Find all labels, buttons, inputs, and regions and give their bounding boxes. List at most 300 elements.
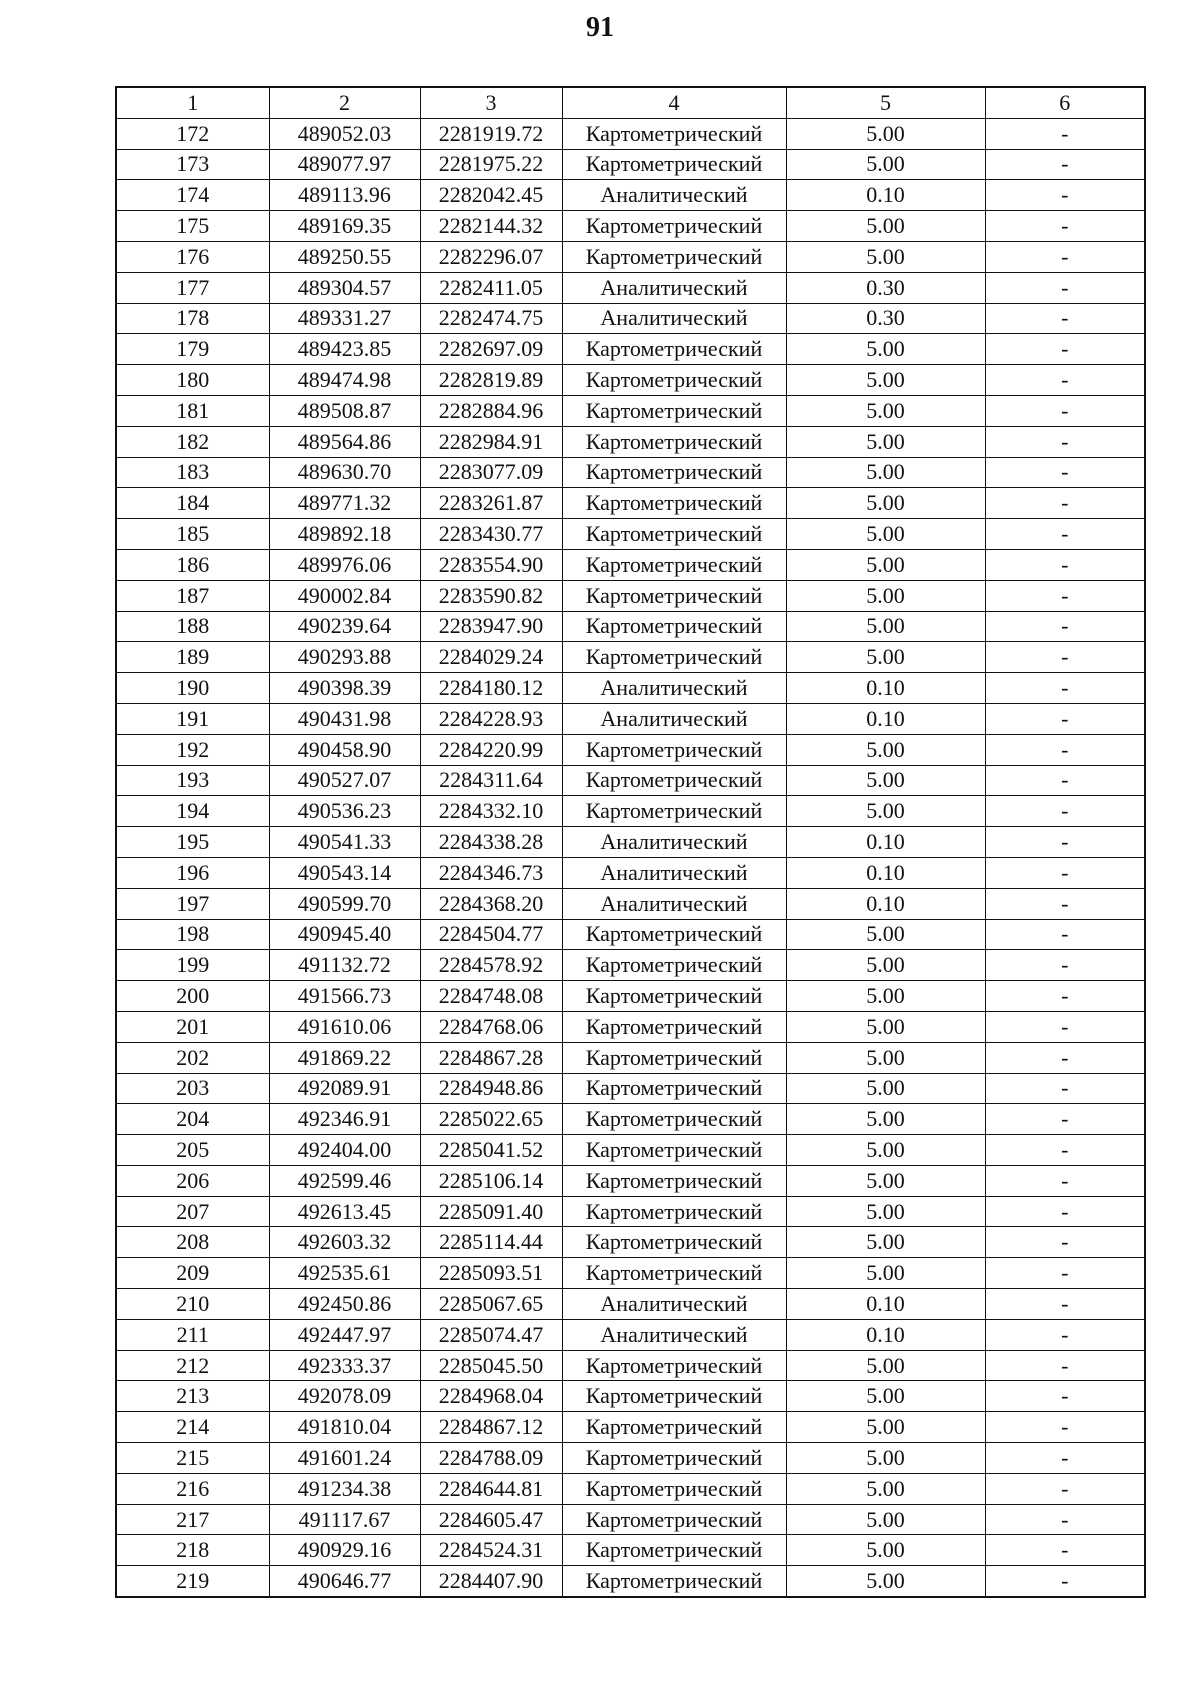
table-row	[116, 1135, 1145, 1166]
column-header: 1	[116, 87, 269, 118]
table-cell: Картометрический	[562, 1227, 786, 1258]
table-row	[116, 703, 1145, 734]
table-cell: 490543.14	[269, 857, 420, 888]
table-row	[116, 1196, 1145, 1227]
table-cell: 2285091.40	[420, 1196, 562, 1227]
table-row	[116, 981, 1145, 1012]
table-cell: 2284867.28	[420, 1042, 562, 1073]
table-cell: -	[985, 673, 1145, 704]
table-cell: 5.00	[786, 488, 985, 519]
table-cell: 206	[116, 1165, 269, 1196]
table-cell: 175	[116, 211, 269, 242]
table-row	[116, 211, 1145, 242]
table-cell: -	[985, 1227, 1145, 1258]
table-cell: Картометрический	[562, 241, 786, 272]
table-cell: 207	[116, 1196, 269, 1227]
table-cell: 2284605.47	[420, 1504, 562, 1535]
table-cell: 2285022.65	[420, 1104, 562, 1135]
table-cell: Картометрический	[562, 488, 786, 519]
table-cell: 5.00	[786, 765, 985, 796]
table-row	[116, 796, 1145, 827]
table-header-row	[116, 87, 1145, 118]
table-cell: 5.00	[786, 426, 985, 457]
table-cell: 490398.39	[269, 673, 420, 704]
table-cell: 2284228.93	[420, 703, 562, 734]
table-row	[116, 519, 1145, 550]
table-cell: 184	[116, 488, 269, 519]
table-cell: 492447.97	[269, 1319, 420, 1350]
table-cell: -	[985, 1504, 1145, 1535]
table-cell: 2282697.09	[420, 334, 562, 365]
table-cell: -	[985, 703, 1145, 734]
table-cell: 5.00	[786, 1258, 985, 1289]
table-row	[116, 1042, 1145, 1073]
table-cell: 202	[116, 1042, 269, 1073]
table-cell: 177	[116, 272, 269, 303]
table-cell: 2282984.91	[420, 426, 562, 457]
table-cell: 2284029.24	[420, 642, 562, 673]
table-cell: 489423.85	[269, 334, 420, 365]
table-cell: 489976.06	[269, 549, 420, 580]
table-row	[116, 1319, 1145, 1350]
table-cell: 5.00	[786, 457, 985, 488]
table-row	[116, 118, 1145, 149]
table-cell: 491234.38	[269, 1473, 420, 1504]
table-cell: 215	[116, 1443, 269, 1474]
column-header: 5	[786, 87, 985, 118]
table-cell: 2283077.09	[420, 457, 562, 488]
table-row	[116, 303, 1145, 334]
table-body	[116, 118, 1145, 1597]
table-cell: 5.00	[786, 1350, 985, 1381]
table-cell: 2285093.51	[420, 1258, 562, 1289]
table-cell: 190	[116, 673, 269, 704]
table-cell: Картометрический	[562, 334, 786, 365]
table-cell: -	[985, 827, 1145, 858]
table-row	[116, 241, 1145, 272]
table-row	[116, 1104, 1145, 1135]
table-row	[116, 734, 1145, 765]
table-row	[116, 1473, 1145, 1504]
table-row	[116, 395, 1145, 426]
table-cell: Картометрический	[562, 549, 786, 580]
table-cell: -	[985, 950, 1145, 981]
table-cell: 5.00	[786, 1227, 985, 1258]
table-cell: -	[985, 765, 1145, 796]
table-cell: 2281975.22	[420, 149, 562, 180]
table-cell: 492346.91	[269, 1104, 420, 1135]
table-cell: 2284368.20	[420, 888, 562, 919]
table-cell: 2283590.82	[420, 580, 562, 611]
table-row	[116, 426, 1145, 457]
table-cell: 2283430.77	[420, 519, 562, 550]
table-cell: -	[985, 981, 1145, 1012]
table-cell: 5.00	[786, 549, 985, 580]
table-cell: Картометрический	[562, 765, 786, 796]
table-cell: 2285074.47	[420, 1319, 562, 1350]
table-cell: 5.00	[786, 1412, 985, 1443]
table-cell: 0.10	[786, 857, 985, 888]
table-row	[116, 1566, 1145, 1597]
table-cell: 201	[116, 1011, 269, 1042]
table-cell: 2284768.06	[420, 1011, 562, 1042]
table-cell: Картометрический	[562, 580, 786, 611]
table-cell: 492450.86	[269, 1289, 420, 1320]
table-cell: Картометрический	[562, 1443, 786, 1474]
table-cell: 2283554.90	[420, 549, 562, 580]
table-cell: 2284346.73	[420, 857, 562, 888]
table-row	[116, 1504, 1145, 1535]
table-cell: -	[985, 149, 1145, 180]
table-cell: 489304.57	[269, 272, 420, 303]
table-row	[116, 1227, 1145, 1258]
table-cell: 491810.04	[269, 1412, 420, 1443]
table-cell: 0.30	[786, 303, 985, 334]
table-cell: Картометрический	[562, 642, 786, 673]
table-cell: 2284220.99	[420, 734, 562, 765]
table-cell: Аналитический	[562, 673, 786, 704]
table-cell: 5.00	[786, 642, 985, 673]
table-row	[116, 580, 1145, 611]
table-cell: Картометрический	[562, 1196, 786, 1227]
table-cell: -	[985, 395, 1145, 426]
table-cell: Аналитический	[562, 1289, 786, 1320]
table-cell: 490458.90	[269, 734, 420, 765]
table-cell: 2284338.28	[420, 827, 562, 858]
table-row	[116, 334, 1145, 365]
table-row	[116, 1165, 1145, 1196]
table-cell: 0.10	[786, 827, 985, 858]
table-cell: Картометрический	[562, 981, 786, 1012]
table-cell: Картометрический	[562, 118, 786, 149]
table-cell: Картометрический	[562, 1011, 786, 1042]
table-cell: Аналитический	[562, 180, 786, 211]
table-cell: -	[985, 1350, 1145, 1381]
table-row	[116, 1350, 1145, 1381]
table-cell: Картометрический	[562, 1566, 786, 1597]
table-cell: Аналитический	[562, 272, 786, 303]
table-cell: 0.10	[786, 180, 985, 211]
table-cell: 489508.87	[269, 395, 420, 426]
table-cell: 492603.32	[269, 1227, 420, 1258]
table-cell: 196	[116, 857, 269, 888]
table-cell: -	[985, 1289, 1145, 1320]
table-row	[116, 888, 1145, 919]
table-cell: -	[985, 303, 1145, 334]
table-row	[116, 457, 1145, 488]
table-cell: -	[985, 734, 1145, 765]
table-cell: 2282296.07	[420, 241, 562, 272]
table-row	[116, 611, 1145, 642]
table-cell: 179	[116, 334, 269, 365]
table-cell: -	[985, 857, 1145, 888]
table-cell: 5.00	[786, 580, 985, 611]
table-cell: -	[985, 211, 1145, 242]
table-cell: 489630.70	[269, 457, 420, 488]
table-cell: 2282411.05	[420, 272, 562, 303]
table-cell: -	[985, 118, 1145, 149]
table-cell: 492535.61	[269, 1258, 420, 1289]
table-cell: 491601.24	[269, 1443, 420, 1474]
table-cell: 2284407.90	[420, 1566, 562, 1597]
table-cell: 191	[116, 703, 269, 734]
table-cell: 5.00	[786, 796, 985, 827]
table-cell: 490646.77	[269, 1566, 420, 1597]
table-cell: 490536.23	[269, 796, 420, 827]
table-row	[116, 765, 1145, 796]
table-cell: 489771.32	[269, 488, 420, 519]
table-cell: 5.00	[786, 1165, 985, 1196]
table-cell: Аналитический	[562, 703, 786, 734]
table-cell: 492613.45	[269, 1196, 420, 1227]
table-cell: -	[985, 1165, 1145, 1196]
table-cell: -	[985, 611, 1145, 642]
table-cell: 216	[116, 1473, 269, 1504]
table-row	[116, 950, 1145, 981]
table-cell: 2285067.65	[420, 1289, 562, 1320]
table-cell: 2284311.64	[420, 765, 562, 796]
table-cell: 490945.40	[269, 919, 420, 950]
table-row	[116, 1289, 1145, 1320]
table-cell: 489331.27	[269, 303, 420, 334]
table-cell: 2283261.87	[420, 488, 562, 519]
table-cell: 490431.98	[269, 703, 420, 734]
table-cell: 2284968.04	[420, 1381, 562, 1412]
table-cell: -	[985, 365, 1145, 396]
table-cell: 217	[116, 1504, 269, 1535]
table-cell: 193	[116, 765, 269, 796]
table-cell: 492078.09	[269, 1381, 420, 1412]
table-cell: Картометрический	[562, 796, 786, 827]
table-cell: -	[985, 241, 1145, 272]
table-cell: 2285041.52	[420, 1135, 562, 1166]
table-cell: Картометрический	[562, 734, 786, 765]
table-cell: 490293.88	[269, 642, 420, 673]
table-cell: 2284644.81	[420, 1473, 562, 1504]
table-cell: 491869.22	[269, 1042, 420, 1073]
table-cell: Картометрический	[562, 1258, 786, 1289]
table-cell: 210	[116, 1289, 269, 1320]
table-cell: 199	[116, 950, 269, 981]
table-cell: 213	[116, 1381, 269, 1412]
table-row	[116, 1535, 1145, 1566]
table-cell: 195	[116, 827, 269, 858]
table-cell: 5.00	[786, 1473, 985, 1504]
table-cell: -	[985, 1473, 1145, 1504]
table-cell: 5.00	[786, 519, 985, 550]
table-cell: 2285106.14	[420, 1165, 562, 1196]
table-cell: 2284524.31	[420, 1535, 562, 1566]
table-cell: 0.10	[786, 1319, 985, 1350]
table-cell: 209	[116, 1258, 269, 1289]
table-cell: Картометрический	[562, 611, 786, 642]
table-cell: 5.00	[786, 919, 985, 950]
table-cell: 490929.16	[269, 1535, 420, 1566]
table-cell: 2282819.89	[420, 365, 562, 396]
table-cell: 489113.96	[269, 180, 420, 211]
table-cell: 2284948.86	[420, 1073, 562, 1104]
table-cell: 2282474.75	[420, 303, 562, 334]
table-cell: 5.00	[786, 1011, 985, 1042]
table-cell: 5.00	[786, 734, 985, 765]
table-cell: Аналитический	[562, 1319, 786, 1350]
table-row	[116, 827, 1145, 858]
table-cell: 492089.91	[269, 1073, 420, 1104]
table-cell: 490002.84	[269, 580, 420, 611]
table-cell: Картометрический	[562, 211, 786, 242]
table-cell: 172	[116, 118, 269, 149]
table-cell: 5.00	[786, 1535, 985, 1566]
table-row	[116, 857, 1145, 888]
table-cell: 490599.70	[269, 888, 420, 919]
table-cell: 203	[116, 1073, 269, 1104]
table-cell: Картометрический	[562, 1473, 786, 1504]
table-row	[116, 365, 1145, 396]
table-cell: 212	[116, 1350, 269, 1381]
table-cell: -	[985, 272, 1145, 303]
table-cell: 2281919.72	[420, 118, 562, 149]
table-cell: Картометрический	[562, 457, 786, 488]
table-cell: 2285114.44	[420, 1227, 562, 1258]
table-cell: 2284180.12	[420, 673, 562, 704]
table-cell: Картометрический	[562, 1073, 786, 1104]
table-cell: 490527.07	[269, 765, 420, 796]
table-cell: 200	[116, 981, 269, 1012]
table-cell: -	[985, 1104, 1145, 1135]
table-cell: 2282884.96	[420, 395, 562, 426]
table-cell: 5.00	[786, 1104, 985, 1135]
table-cell: 491566.73	[269, 981, 420, 1012]
table-cell: Картометрический	[562, 1350, 786, 1381]
table-cell: 2283947.90	[420, 611, 562, 642]
table-cell: 187	[116, 580, 269, 611]
table-cell: 5.00	[786, 950, 985, 981]
table-cell: 185	[116, 519, 269, 550]
table-cell: Картометрический	[562, 1135, 786, 1166]
table-cell: -	[985, 642, 1145, 673]
page-number: 91	[586, 12, 614, 43]
table-cell: 492599.46	[269, 1165, 420, 1196]
table-cell: 5.00	[786, 1443, 985, 1474]
column-header: 3	[420, 87, 562, 118]
table-cell: 489077.97	[269, 149, 420, 180]
table-cell: 2284578.92	[420, 950, 562, 981]
table-cell: -	[985, 1135, 1145, 1166]
table-cell: -	[985, 919, 1145, 950]
table-cell: 492404.00	[269, 1135, 420, 1166]
table-cell: 5.00	[786, 1042, 985, 1073]
column-header: 6	[985, 87, 1145, 118]
table-cell: 489474.98	[269, 365, 420, 396]
table-cell: 492333.37	[269, 1350, 420, 1381]
table-cell: -	[985, 1042, 1145, 1073]
table-cell: Картометрический	[562, 1412, 786, 1443]
table-cell: 214	[116, 1412, 269, 1443]
table-cell: -	[985, 549, 1145, 580]
table-cell: 5.00	[786, 395, 985, 426]
table-cell: 5.00	[786, 365, 985, 396]
table-cell: 2284867.12	[420, 1412, 562, 1443]
table-cell: 489564.86	[269, 426, 420, 457]
table-row	[116, 673, 1145, 704]
table-cell: -	[985, 1319, 1145, 1350]
table-cell: 194	[116, 796, 269, 827]
table-cell: 5.00	[786, 981, 985, 1012]
table-row	[116, 1011, 1145, 1042]
table-cell: 489169.35	[269, 211, 420, 242]
table-cell: 2285045.50	[420, 1350, 562, 1381]
table-row	[116, 180, 1145, 211]
table-cell: -	[985, 334, 1145, 365]
table-row	[116, 1412, 1145, 1443]
table-cell: 5.00	[786, 611, 985, 642]
table-cell: 2284504.77	[420, 919, 562, 950]
table-cell: 198	[116, 919, 269, 950]
table-cell: Картометрический	[562, 149, 786, 180]
table-row	[116, 488, 1145, 519]
table-cell: 489052.03	[269, 118, 420, 149]
table-cell: 5.00	[786, 334, 985, 365]
table-cell: 183	[116, 457, 269, 488]
table-cell: -	[985, 1443, 1145, 1474]
table-cell: 176	[116, 241, 269, 272]
coordinates-table	[115, 86, 1146, 1598]
table-cell: -	[985, 457, 1145, 488]
table-cell: 192	[116, 734, 269, 765]
table-cell: Картометрический	[562, 519, 786, 550]
table-cell: Картометрический	[562, 919, 786, 950]
table-row	[116, 549, 1145, 580]
table-cell: 0.10	[786, 673, 985, 704]
table-cell: 5.00	[786, 211, 985, 242]
table-cell: 5.00	[786, 1504, 985, 1535]
table-cell: 205	[116, 1135, 269, 1166]
table-row	[116, 919, 1145, 950]
table-cell: 491132.72	[269, 950, 420, 981]
table-cell: Картометрический	[562, 1042, 786, 1073]
table-cell: 218	[116, 1535, 269, 1566]
table-cell: 491117.67	[269, 1504, 420, 1535]
table-cell: 186	[116, 549, 269, 580]
table-cell: Картометрический	[562, 1535, 786, 1566]
table-cell: 189	[116, 642, 269, 673]
table-row	[116, 642, 1145, 673]
table-cell: Картометрический	[562, 426, 786, 457]
table-cell: -	[985, 888, 1145, 919]
table-cell: 174	[116, 180, 269, 211]
table-cell: 2282042.45	[420, 180, 562, 211]
table-cell: 0.10	[786, 888, 985, 919]
table-cell: 490541.33	[269, 827, 420, 858]
table-cell: -	[985, 426, 1145, 457]
table-cell: 5.00	[786, 1566, 985, 1597]
table-cell: 211	[116, 1319, 269, 1350]
table-cell: 491610.06	[269, 1011, 420, 1042]
table-cell: -	[985, 1011, 1145, 1042]
table-cell: 181	[116, 395, 269, 426]
table-cell: -	[985, 1566, 1145, 1597]
table-cell: -	[985, 1381, 1145, 1412]
table-cell: Аналитический	[562, 857, 786, 888]
column-header: 2	[269, 87, 420, 118]
table-cell: 5.00	[786, 1196, 985, 1227]
table-cell: 2284748.08	[420, 981, 562, 1012]
table-cell: 2282144.32	[420, 211, 562, 242]
table-cell: -	[985, 580, 1145, 611]
table-cell: 0.10	[786, 703, 985, 734]
table-row	[116, 1258, 1145, 1289]
table-cell: 489892.18	[269, 519, 420, 550]
